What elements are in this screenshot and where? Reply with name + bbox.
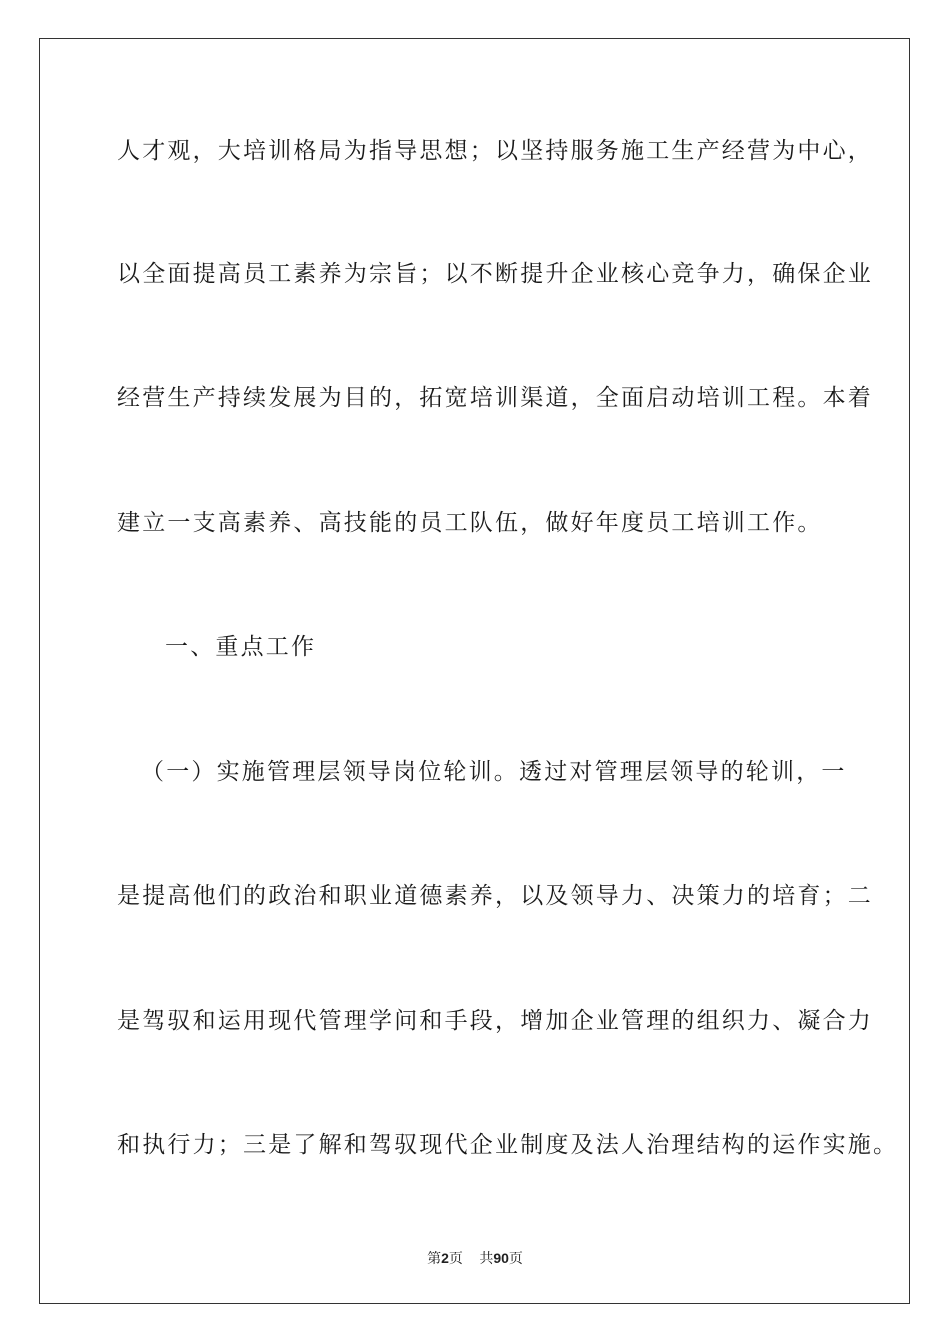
body-line-4: 建立一支高素养、高技能的员工队伍，做好年度员工培训工作。 xyxy=(117,510,823,536)
body-line-8: 是驾驭和运用现代管理学问和手段，增加企业管理的组织力、凝合力 xyxy=(117,1008,873,1034)
total-pages-label: 共90页 xyxy=(479,1250,523,1267)
body-line-3: 经营生产持续发展为目的，拓宽培训渠道，全面启动培训工程。本着 xyxy=(117,385,873,411)
section-heading: 一、重点工作 xyxy=(165,634,317,660)
body-line-1: 人才观，大培训格局为指导思想；以坚持服务施工生产经营为中心， xyxy=(117,138,873,164)
body-line-7: 是提高他们的政治和职业道德素养，以及领导力、决策力的培育；二 xyxy=(117,883,873,909)
body-line-6: （一）实施管理层领导岗位轮训。透过对管理层领导的轮训，一 xyxy=(141,759,847,785)
page-frame xyxy=(39,38,910,1304)
body-line-2: 以全面提高员工素养为宗旨；以不断提升企业核心竞争力，确保企业 xyxy=(117,261,873,287)
current-page-label: 第2页 xyxy=(427,1250,463,1267)
page-footer xyxy=(0,1248,950,1268)
body-line-9: 和执行力；三是了解和驾驭现代企业制度及法人治理结构的运作实施。 xyxy=(117,1132,899,1158)
